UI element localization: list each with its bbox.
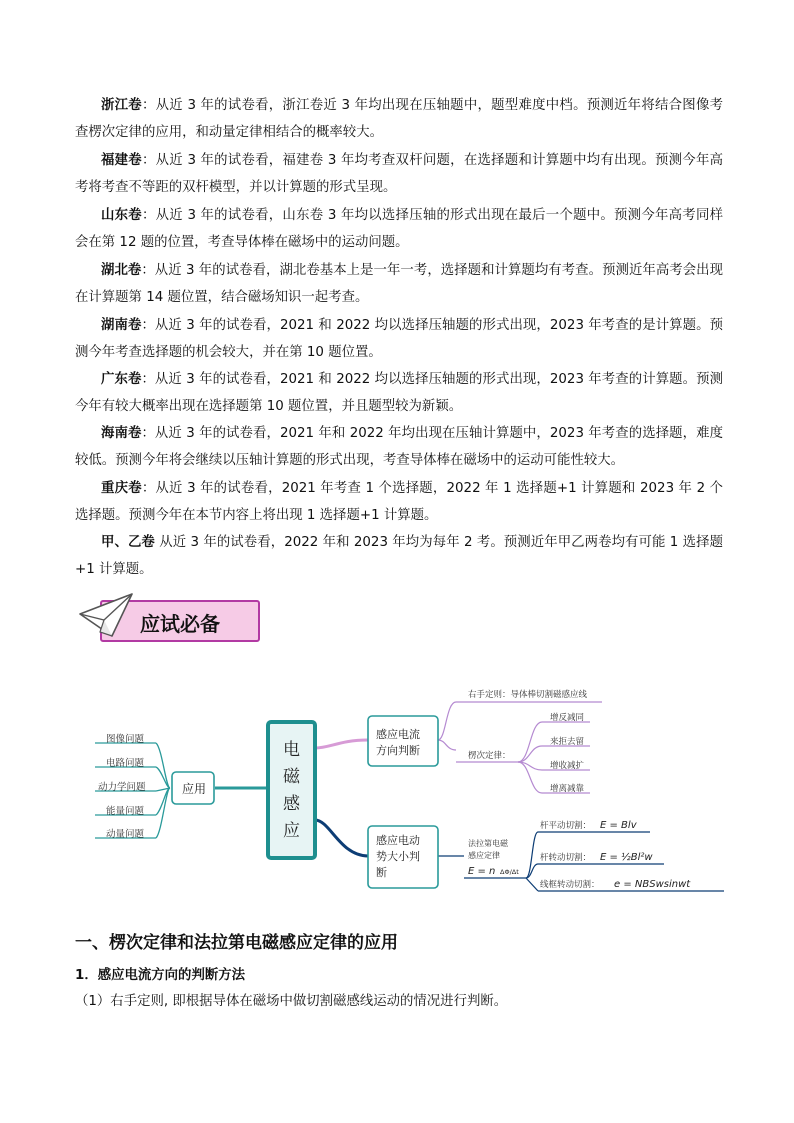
faraday-fraction: ΔΦ/Δt [500, 868, 519, 876]
paragraph-guangdong [75, 366, 723, 420]
connector-center-top [315, 740, 368, 748]
paragraph-text: ：从近 3 年的试卷看，2021 和 2022 均以选择压轴题的形式出现，2023 年考查的计算题。预测今年有较大概率出现在选择题第 10 题位置，并且题型较为新颖。 [75, 372, 724, 414]
node-application-label: 应用 [182, 782, 207, 796]
emf-formula-3: e = NBSwsinwt [614, 879, 691, 890]
faraday-label-1: 法拉第电磁 [468, 839, 508, 848]
province-label: 湖南卷 [101, 318, 142, 333]
center-char-2: 磁 [283, 767, 300, 787]
paragraph-text: ：从近 3 年的试卷看，2021 年和 2022 年均出现在压轴计算题中，2023 年考查的选择题，难度较低。预测今年将会继续以压轴计算题的形式出现，考查导体棒在磁场中的运动可能性较大。 [75, 426, 724, 468]
paragraph-hunan [75, 312, 723, 366]
section-line: （1）右手定则, 即根据导体在磁场中做切割磁感线运动的情况进行判断。 [75, 994, 508, 1009]
province-label: 海南卷 [101, 426, 142, 441]
faraday-label-2: 感应定律 [468, 851, 500, 860]
left-item-4: 能量问题 [106, 806, 145, 817]
province-label: 福建卷 [101, 153, 142, 168]
lenz-item-3: 增收减扩 [550, 761, 585, 771]
node-magnitude-line2: 势大小判 [376, 850, 420, 863]
connector-center-bottom [315, 820, 368, 856]
emf-label-2: 杆转动切割： [540, 853, 592, 863]
emf-label-1: 杆平动切割： [540, 821, 592, 831]
paragraph-chongqing [75, 475, 723, 529]
node-magnitude-line3: 断 [376, 866, 387, 879]
section-subheading: 1．感应电流方向的判断方法 [75, 968, 246, 983]
lenz-item-2: 来拒去留 [550, 737, 585, 747]
paper-plane-icon [78, 592, 138, 642]
province-label: 广东卷 [101, 372, 142, 387]
center-char-1: 电 [283, 740, 300, 760]
emf-label-3: 线框转动切割： [540, 880, 600, 890]
faraday-formula: E = n [468, 866, 496, 877]
paragraph-text: ：从近 3 年的试卷看，2021 和 2022 均以选择压轴题的形式出现，2023 年考查的是计算题。预测今年考查选择题的机会较大，并在第 10 题位置。 [75, 318, 724, 360]
paragraph-text: ：从近 3 年的试卷看，山东卷 3 年均以选择压轴的形式出现在最后一个题中。预测今年高考同样会在第 12 题的位置，考查导体棒在磁场中的运动问题。 [75, 208, 724, 250]
lenz-item-4: 增离减靠 [550, 784, 585, 794]
emf-formula-1: E = Blv [600, 820, 637, 831]
paragraph-hainan [75, 420, 723, 474]
paragraph-fujian [75, 147, 723, 201]
node-magnitude-line1: 感应电动 [376, 834, 420, 847]
banner-title: 应试必备 [140, 612, 220, 636]
paragraph-zhejiang [75, 92, 723, 146]
left-item-1: 图像问题 [106, 734, 145, 745]
mindmap-diagram [90, 680, 730, 895]
node-direction-line1: 感应电流 [376, 728, 420, 741]
node-direction [368, 716, 438, 766]
paragraph-text: ：从近 3 年的试卷看，湖北卷基本上是一年一考，选择题和计算题均有考查。预测近年高考会出现在计算题第 14 题位置，结合磁场知识一起考查。 [75, 263, 723, 305]
left-item-3: 动力学问题 [98, 782, 146, 793]
lenz-label: 楞次定律： [468, 751, 511, 761]
left-item-2: 电路问题 [106, 758, 145, 769]
paragraph-hubei [75, 257, 723, 311]
emf-formula-2: E = ½Bl²w [600, 852, 653, 863]
right-hand-rule: 右手定则：导体棒切割磁感应线 [468, 690, 588, 700]
province-label: 山东卷 [101, 208, 142, 223]
paragraph-text: ：从近 3 年的试卷看，浙江卷近 3 年均出现在压轴题中，题型难度中档。预测近年将结合图像考查楞次定律的应用，和动量定律相结合的概率较大。 [75, 98, 724, 140]
lenz-item-1: 增反减同 [550, 713, 585, 723]
province-label: 甲、乙卷 [101, 535, 155, 550]
center-char-4: 应 [283, 821, 300, 841]
paragraph-jia-yi [75, 529, 723, 583]
left-item-5: 动量问题 [106, 829, 145, 840]
province-label: 湖北卷 [101, 263, 142, 278]
node-direction-line2: 方向判断 [376, 744, 420, 757]
province-label: 浙江卷 [101, 98, 142, 113]
section-heading: 一、楞次定律和法拉第电磁感应定律的应用 [75, 933, 398, 953]
center-char-3: 感 [283, 794, 300, 814]
section-banner [78, 592, 260, 642]
province-label: 重庆卷 [101, 481, 142, 496]
paragraph-shandong [75, 202, 723, 256]
paragraph-text: ：从近 3 年的试卷看，福建卷 3 年均考查双杆问题，在选择题和计算题中均有出现。预测今年高考将考查不等距的双杆模型，并以计算题的形式呈现。 [75, 153, 724, 195]
paragraph-text: ：从近 3 年的试卷看，2021 年考查 1 个选择题，2022 年 1 选择题+1 计算题和 2023 年 2 个选择题。预测今年在本节内容上将出现 1 选择题+1 计算题。 [75, 481, 723, 523]
paragraph-text: 从近 3 年的试卷看，2022 年和 2023 年均为每年 2 考。预测近年甲乙两卷均有可能 1 选择题+1 计算题。 [75, 535, 723, 577]
